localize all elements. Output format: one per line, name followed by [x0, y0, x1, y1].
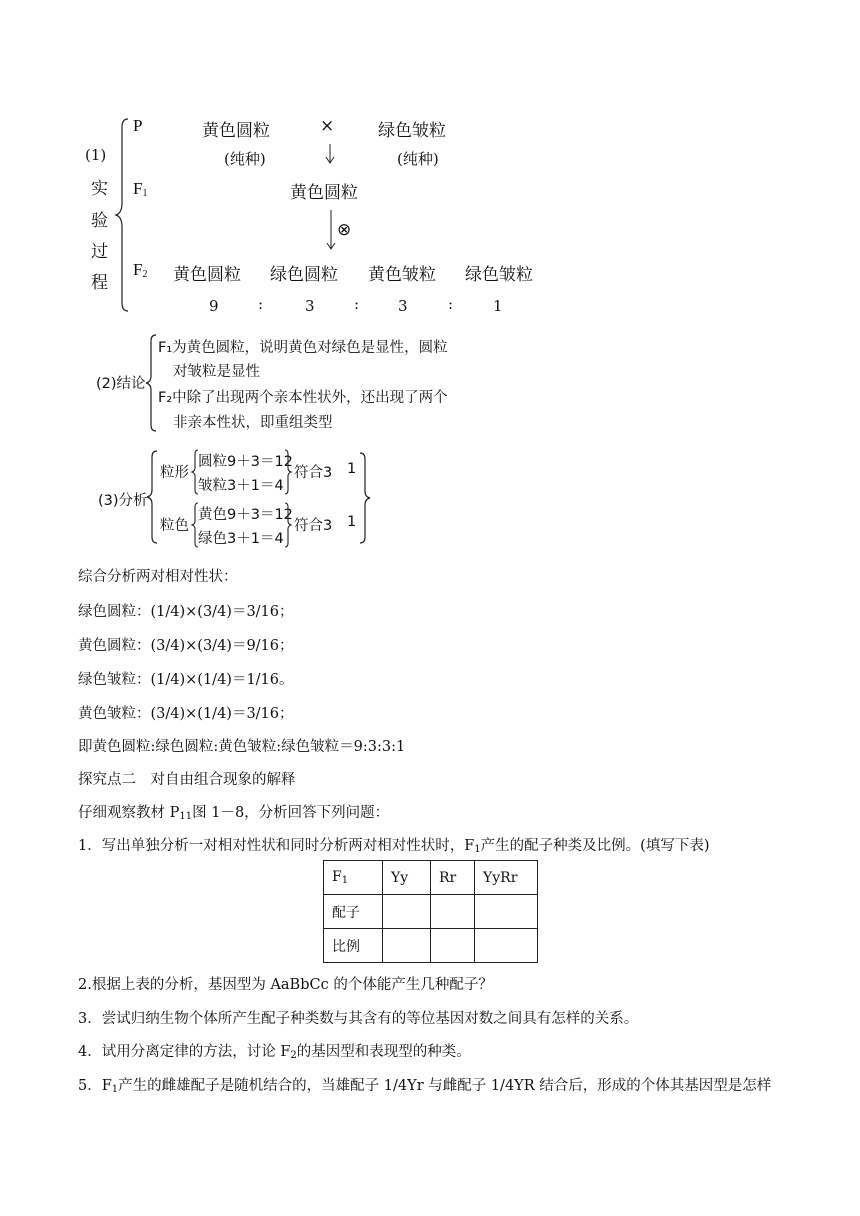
down-arrow-icon	[325, 210, 337, 250]
text-line: 绿色皱粒：(1/4)×(1/4)＝1/16。	[78, 672, 294, 688]
color-fit: 符合3	[294, 518, 333, 534]
question-2: 2.根据上表的分析，基因型为 AaBbCc 的个体能产生几种配子？	[78, 977, 493, 993]
table-cell[interactable]	[475, 895, 538, 929]
question-3: 3．尝试归纳生物个体所产生配子种类数与其含有的等位基因对数之间具有怎样的关系。	[78, 1011, 639, 1027]
left-brace	[112, 117, 132, 313]
color-green: 绿色3＋1＝4	[198, 531, 284, 547]
f2-phenotype: 绿色圆粒	[270, 265, 338, 285]
parent1-phenotype: 黄色圆粒	[202, 121, 270, 141]
text-line: 黄色圆粒：(3/4)×(3/4)＝9/16；	[78, 638, 294, 654]
table-cell[interactable]	[383, 929, 431, 963]
conclusion-line: F₁为黄色圆粒，说明黄色对绿色是显性，圆粒	[158, 340, 448, 356]
shape-label: 粒形	[160, 465, 189, 481]
f1-label: $F_1$	[133, 179, 148, 199]
ratio-value: 1	[493, 297, 503, 315]
table-row-label: 比例	[324, 929, 383, 963]
question-5: 5．$F_1$产生的雌雄配子是随机结合的，当雄配子 1/4Yr 与雌配子 1/4YR 结合后，形成的个体其基因型是怎样	[78, 1078, 772, 1095]
ratio-separator: :	[448, 295, 454, 313]
f2-phenotype: 黄色皱粒	[368, 265, 436, 285]
text-line: 黄色皱粒：(3/4)×(1/4)＝3/16；	[78, 706, 294, 722]
side-label-char: 验	[91, 211, 108, 231]
gamete-table	[323, 860, 538, 963]
conclusion-label: (2)结论	[96, 376, 146, 392]
shape-right-brace	[283, 449, 293, 495]
table-row	[324, 895, 538, 929]
pure-label: (纯种)	[397, 150, 439, 168]
f2-phenotype: 绿色皱粒	[465, 265, 533, 285]
ratio-value: 3	[305, 297, 315, 315]
question-4: 4．试用分离定律的方法，讨论 $F_2$的基因型和表现型的种类。	[78, 1044, 471, 1061]
question-1: 1．写出单独分析一对相对性状和同时分析两对相对性状时，$F_1$产生的配子种类及比例。(填写下表)	[78, 838, 710, 855]
self-cross-icon: ⊗	[337, 220, 352, 240]
table-cell[interactable]	[431, 929, 475, 963]
side-label-char: 程	[91, 273, 108, 293]
color-label: 粒色	[160, 518, 189, 534]
section-heading: 探究点二 对自由组合现象的解释	[78, 772, 296, 788]
table-header-cell: Yy	[383, 861, 431, 895]
color-right-brace	[283, 502, 293, 548]
ratio-value: 3	[398, 297, 408, 315]
table-corner-cell: $F_1$	[324, 861, 383, 895]
side-label-char: 实	[91, 179, 108, 199]
text-line: 即黄色圆粒:绿色圆粒:黄色皱粒:绿色皱粒＝9:3:3:1	[78, 739, 406, 755]
conclusion-line: 对皱粒是显性	[173, 364, 260, 380]
color-yellow: 黄色9＋3＝12	[198, 507, 293, 523]
text-line: 绿色圆粒：(1/4)×(3/4)＝3/16；	[78, 604, 294, 620]
p-generation-label: P	[133, 116, 143, 135]
section-label: (1)	[85, 146, 107, 164]
table-row	[324, 929, 538, 963]
analysis-label: (3)分析	[98, 493, 148, 509]
shape-fit: 符合3	[294, 465, 333, 481]
conclusion-line: 非亲本性状，即重组类型	[173, 415, 333, 431]
f2-label: $F_2$	[133, 260, 148, 280]
table-cell[interactable]	[431, 895, 475, 929]
table-header-cell: Rr	[431, 861, 475, 895]
shape-round: 圆粒9＋3＝12	[198, 454, 293, 470]
ratio-separator: :	[354, 295, 360, 313]
ratio-value: 9	[209, 297, 219, 315]
f2-phenotype: 黄色圆粒	[173, 265, 241, 285]
parent2-phenotype: 绿色皱粒	[378, 121, 446, 141]
analysis-brace	[145, 450, 159, 544]
ratio-separator: :	[258, 295, 264, 313]
analysis-right-brace	[358, 452, 372, 544]
cross-symbol: ×	[320, 116, 335, 136]
shape-wrinkled: 皱粒3＋1＝4	[198, 478, 284, 494]
table-cell[interactable]	[475, 929, 538, 963]
pure-label: (纯种)	[224, 150, 266, 168]
f1-phenotype: 黄色圆粒	[290, 183, 358, 203]
table-cell[interactable]	[383, 895, 431, 929]
table-row-label: 配子	[324, 895, 383, 929]
down-arrow-icon	[324, 144, 336, 164]
table-row	[324, 861, 538, 895]
table-header-cell: YyRr	[475, 861, 538, 895]
text-line: 综合分析两对相对性状：	[78, 569, 238, 585]
conclusion-line: F₂中除了出现两个亲本性状外，还出现了两个	[158, 390, 448, 406]
side-label-char: 过	[91, 242, 108, 262]
conclusion-brace	[144, 334, 158, 432]
text-line: 仔细观察教材 $P_{11}$图 1－8，分析回答下列问题：	[78, 805, 390, 822]
color-fit-end: 1	[347, 514, 357, 530]
shape-fit-end: 1	[347, 461, 357, 477]
